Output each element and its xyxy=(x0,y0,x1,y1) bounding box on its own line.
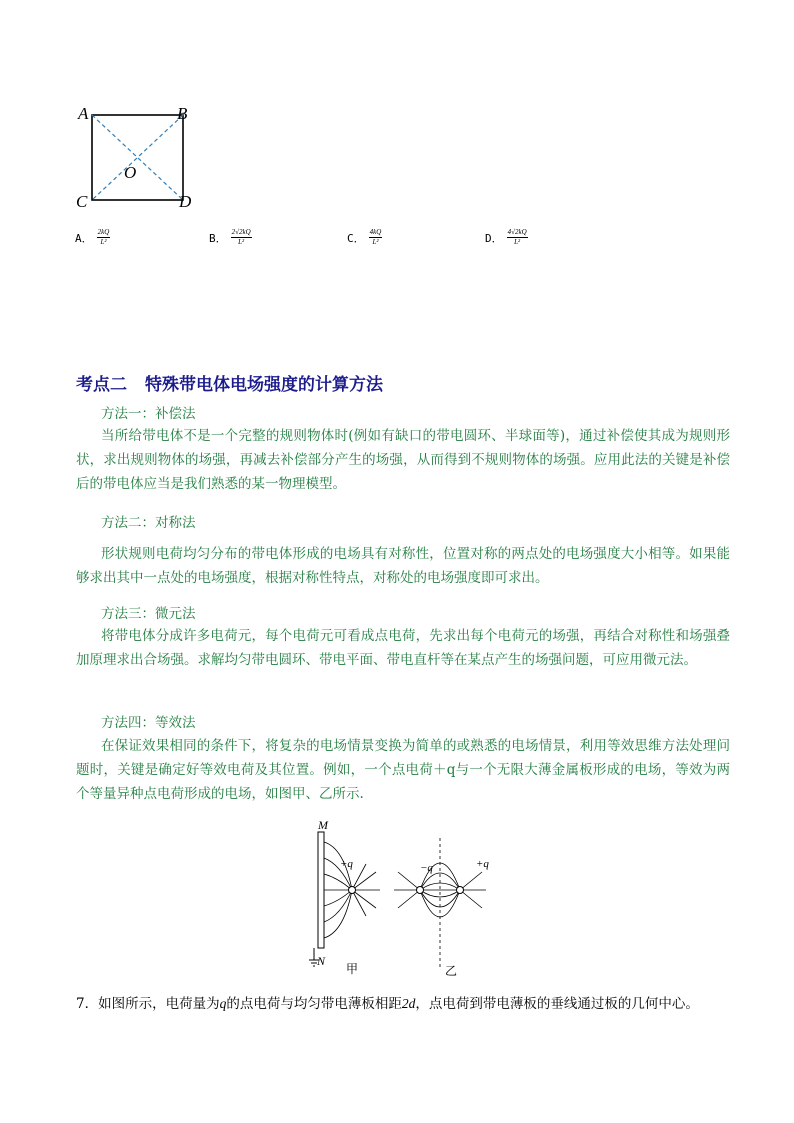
question-var-d: 2d xyxy=(401,996,416,1011)
question-var-q: q xyxy=(219,996,227,1011)
question-7 xyxy=(76,992,699,1012)
field-lines-diagram xyxy=(300,818,530,978)
label-m: M xyxy=(318,818,328,832)
method-2-text: 形状规则电荷均匀分布的带电体形成的电场具有对称性，位置对称的两点处的电场强度大小相等。如果能够求出其中一点处的电场强度，根据对称性特点，对称处的电场强度即可求出。 xyxy=(76,546,730,586)
vertex-label-c: C xyxy=(76,192,88,211)
answer-options xyxy=(75,228,635,258)
fraction-denominator: L² xyxy=(238,238,245,246)
label-plus-q-right: +q xyxy=(476,858,489,870)
question-text-1: 如图所示，电荷量为 xyxy=(98,996,220,1012)
section-number: 考点二 xyxy=(76,375,127,395)
section-heading xyxy=(76,370,383,395)
option-fraction xyxy=(369,228,383,247)
question-text-3: ，点电荷到带电薄板的垂线通过板的几何中心。 xyxy=(415,996,699,1012)
dipole-figure xyxy=(394,838,486,968)
method-3-title: 方法三：微元法 xyxy=(101,606,196,622)
vertex-label-a: A xyxy=(78,104,89,123)
option-c[interactable] xyxy=(347,228,382,247)
option-fraction xyxy=(97,228,111,247)
method-1-title: 方法一：补偿法 xyxy=(101,406,196,422)
fraction-numerator: 4√2kQ xyxy=(507,228,527,236)
negative-charge xyxy=(417,887,424,894)
fraction-denominator: L² xyxy=(514,238,521,246)
method-1-text: 当所给带电体不是一个完整的规则物体时(例如有缺口的带电圆环、半球面等)，通过补偿使其成为规则形状，求出规则物体的场强，再减去补偿部分产生的场强，从而得到不规则物体的场强。应用此法的关键是补偿后的带电体应当是我们熟悉的某一物理模型。 xyxy=(76,428,730,492)
label-plus-q-left: +q xyxy=(340,858,353,870)
fraction-numerator: 2√2kQ xyxy=(231,228,251,236)
option-letter: C． xyxy=(347,231,365,245)
option-letter: D． xyxy=(485,231,503,245)
method-2-title: 方法二：对称法 xyxy=(101,515,196,531)
option-d[interactable] xyxy=(485,228,528,247)
label-n: N xyxy=(317,954,326,968)
center-label-o: O xyxy=(124,163,137,182)
option-a[interactable] xyxy=(75,228,110,247)
caption-jia: 甲 xyxy=(346,962,359,976)
option-letter: B． xyxy=(209,231,227,245)
positive-charge xyxy=(457,887,464,894)
label-minus-q: −q xyxy=(420,862,433,874)
metal-plate xyxy=(318,832,324,948)
method-3-text: 将带电体分成许多电荷元，每个电荷元可看成点电荷，先求出每个电荷元的场强，再结合对称性和场强叠加原理求出合场强。求解均匀带电圆环、带电平面、带电直杆等在某点产生的场强问题，可应用微元法。 xyxy=(76,628,730,668)
vertex-label-b: B xyxy=(177,104,188,123)
dipole-field-lines xyxy=(394,863,486,917)
option-b[interactable] xyxy=(209,228,252,247)
method-4-text: 在保证效果相同的条件下，将复杂的电场情景变换为简单的或熟悉的电场情景，利用等效思维方法处理问题时，关键是确定好等效电荷及其位置。例如，一个点电荷＋q与一个无限大薄金属板形成的电场，等效为两个等量异种点电荷形成的电场，如图甲、乙所示. xyxy=(76,738,730,802)
fraction-numerator: 4kQ xyxy=(369,228,382,236)
method-4-title: 方法四：等效法 xyxy=(101,715,196,731)
option-fraction xyxy=(231,228,252,247)
fraction-numerator: 2kQ xyxy=(97,228,110,236)
caption-yi: 乙 xyxy=(445,964,458,978)
section-title: 特殊带电体电场强度的计算方法 xyxy=(145,375,383,395)
option-fraction xyxy=(507,228,528,247)
plate-figure xyxy=(309,832,380,966)
point-charge xyxy=(349,887,356,894)
fraction-denominator: L² xyxy=(372,238,379,246)
option-letter: A． xyxy=(75,231,93,245)
fraction-denominator: L² xyxy=(100,238,107,246)
question-text-2: 的点电荷与均匀带电薄板相距 xyxy=(226,996,402,1012)
question-number: 7． xyxy=(76,996,99,1012)
vertex-label-d: D xyxy=(179,192,192,211)
